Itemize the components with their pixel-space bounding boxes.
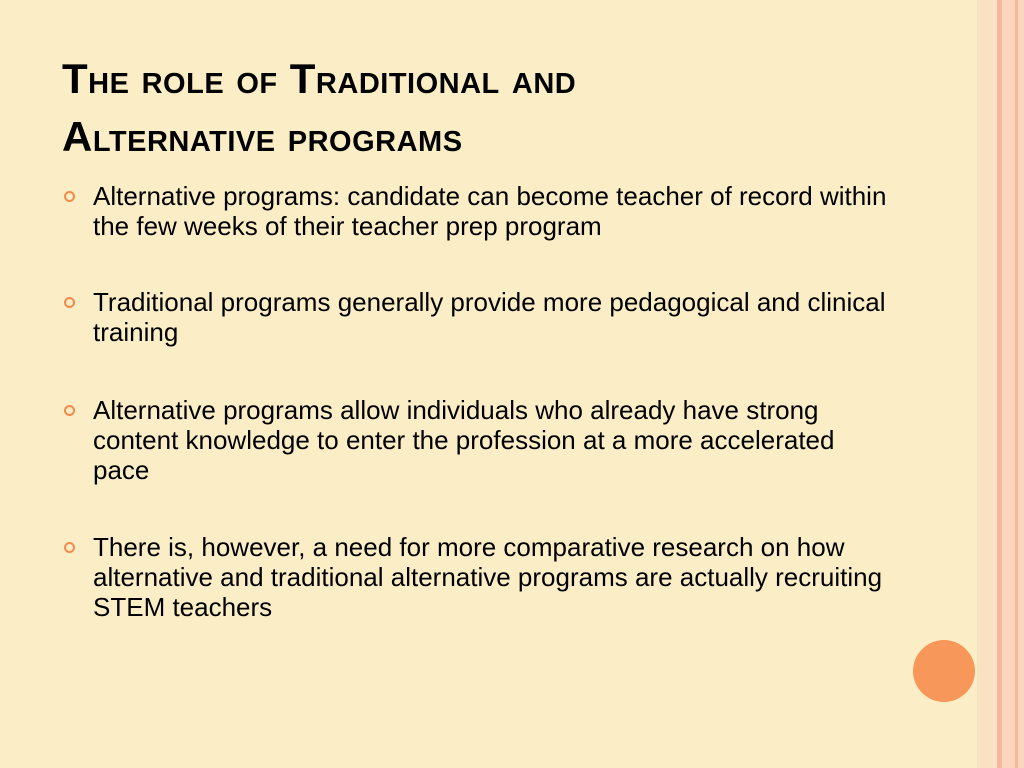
bullet-item xyxy=(62,287,892,347)
stripe xyxy=(977,0,997,768)
bullet-item xyxy=(62,181,892,241)
right-edge-stripes xyxy=(977,0,1024,768)
ring-bullet-icon xyxy=(64,405,75,416)
ring-bullet-icon xyxy=(64,297,75,308)
ring-bullet-icon xyxy=(64,542,75,553)
bullet-text: Alternative programs allow individuals who already have strong content knowledge to enter the profession at a more accelerated pace xyxy=(93,395,835,485)
bullet-item xyxy=(62,532,892,622)
bullet-list xyxy=(62,181,892,668)
orange-circle-icon xyxy=(913,640,975,702)
bullet-text: Alternative programs: candidate can become teacher of record within the few weeks of their teacher prep program xyxy=(93,181,887,241)
slide-title-line-2: Alternative programs xyxy=(62,113,463,160)
bullet-item xyxy=(62,395,892,485)
bullet-text: There is, however, a need for more comparative research on how alternative and traditional alternative programs are actually recruiting STEM teachers xyxy=(93,532,883,622)
bullet-text: Traditional programs generally provide more pedagogical and clinical training xyxy=(93,287,886,347)
stripe xyxy=(1018,0,1024,768)
slide-title-line-1: The role of Traditional and xyxy=(62,55,577,102)
ring-bullet-icon xyxy=(64,191,75,202)
slide-title xyxy=(62,50,942,166)
stripe xyxy=(1002,0,1015,768)
